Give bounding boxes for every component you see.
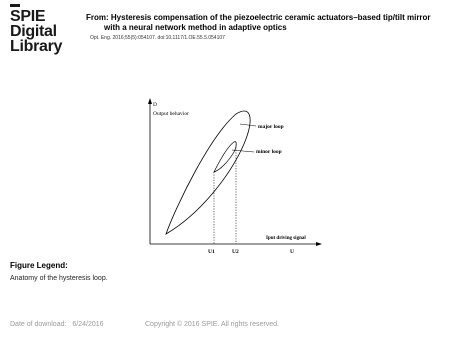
article-header — [86, 13, 446, 42]
x-axis-arrow — [316, 242, 322, 246]
download-date-label: Date of download: — [10, 321, 67, 328]
major-loop — [166, 111, 250, 234]
logo-line-1: SPIE — [10, 8, 46, 25]
y-axis-label: Output behavior — [153, 111, 189, 117]
spie-digital-library-logo — [10, 4, 74, 54]
minor-loop — [214, 142, 236, 172]
minor-loop-label: minor loop — [256, 149, 282, 155]
y-axis-arrow — [148, 98, 152, 104]
figure-legend-title: Figure Legend: — [10, 261, 68, 270]
x-axis-letter: U — [290, 249, 294, 255]
download-date-value: 6/24/2016 — [72, 321, 104, 328]
download-date — [10, 321, 104, 328]
figure-legend-text: Anatomy of the hysteresis loop. — [10, 275, 108, 282]
logo-line-2: Digital — [10, 23, 57, 40]
article-title-line-2: with a neural network method in adaptive optics — [104, 23, 287, 32]
minor-loop-leader — [232, 150, 254, 152]
article-title-line-1: From: Hysteresis compensation of the piezoelectric ceramic actuators–based tip/tilt mirror — [86, 13, 431, 22]
u2-label: U2 — [232, 249, 239, 255]
logo-bar — [10, 4, 20, 7]
article-citation: Opt. Eng. 2016;55(5):054107. doi:10.1117/1.OE.55.5.054107 — [90, 35, 225, 41]
major-loop-leader — [240, 124, 256, 126]
copyright-notice: Copyright © 2016 SPIE. All rights reserved. — [145, 321, 279, 328]
x-axis-label: Iput driving signal — [266, 236, 306, 241]
hysteresis-loop-diagram — [140, 96, 340, 256]
y-axis-letter: D — [153, 102, 157, 108]
logo-line-3: Library — [10, 38, 63, 55]
major-loop-label: major loop — [258, 124, 284, 130]
u1-label: U1 — [208, 249, 215, 255]
